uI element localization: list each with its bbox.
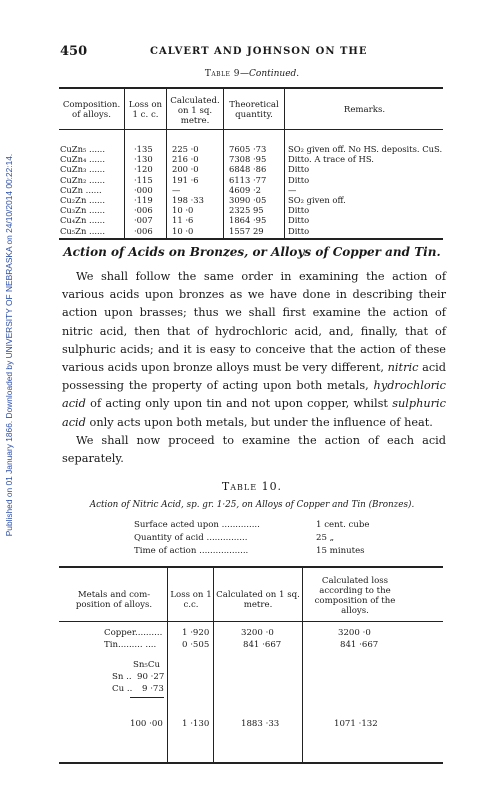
table9-cell-remark: Ditto xyxy=(288,225,310,236)
table9-cell-comp: Cu₅Zn ...... xyxy=(60,225,106,236)
table10-row-calc: 3200 ·0 xyxy=(241,628,274,638)
para1-emph-nitric: nitric xyxy=(387,361,419,375)
table10-header-calculated: Calculated on 1 sq. metre. xyxy=(216,590,300,610)
para1-text-b: acid possessing the property of acting upon both metals, xyxy=(62,361,447,393)
para1-text-c: of acting only upon tin and not upon copper, whilst xyxy=(85,397,393,411)
para1-text-a: We shall follow the same order in examining the action of various acids upon bronzes as we have done in describing their action upon brasses; thus we shall first examine the action of nitric acid, then that of hydrochloric acid, and, finally, that of sulphuric acids; and it is easy to conceive that the action of these various acids upon bronze alloys must be very different, xyxy=(62,270,446,375)
table9-col-divider xyxy=(284,88,285,238)
table10-header-rule xyxy=(59,621,443,622)
table9-cell-calc: 191 ·6 xyxy=(172,174,199,185)
table9-title xyxy=(0,69,504,79)
table9-cell-theo: 4609 ·2 xyxy=(229,184,261,195)
table10-sum-rule xyxy=(130,697,164,698)
running-head: CALVERT AND JOHNSON ON THE xyxy=(150,46,368,57)
table9-title-prefix: Table 9 xyxy=(204,69,241,79)
table9-cell-theo: 6113 ·77 xyxy=(229,174,267,185)
table9-cell-loss: ·006 xyxy=(134,205,153,216)
table10-alloy-value: 90 ·27 xyxy=(137,672,165,682)
table9-cell-comp: Cu₃Zn ...... xyxy=(60,205,106,216)
table9-cell-comp: CuZn₄ ...... xyxy=(60,154,106,165)
condition-time xyxy=(134,546,365,556)
table9-cell-remark: SO₂ given off. xyxy=(288,195,346,205)
condition-surface xyxy=(134,520,370,530)
table9-cell-loss: ·006 xyxy=(134,225,153,236)
table9-cell-calc: 216 ·0 xyxy=(172,154,199,165)
table9-header-theoretical: Theoretical quantity. xyxy=(229,100,279,120)
page-number: 450 xyxy=(60,44,88,59)
table9-col-divider xyxy=(223,88,224,238)
table10-header-calculated-loss: Calculated loss according to the composition of the alloys. xyxy=(314,576,396,616)
table9-cell-theo: 2325 95 xyxy=(229,205,264,216)
table9-cell-loss: ·135 xyxy=(134,144,153,154)
table10-row-calc: 841 ·667 xyxy=(243,640,282,650)
table9-cell-theo: 7605 ·73 xyxy=(229,144,267,154)
table10-row-name: Tin......... .... xyxy=(104,640,157,650)
table9-col-divider xyxy=(124,88,125,238)
condition-quantity xyxy=(134,533,335,543)
table9-cell-loss: ·000 xyxy=(134,184,153,195)
paragraph-1 xyxy=(62,268,446,432)
table9-cell-comp: CuZn₅ ...... xyxy=(60,144,106,154)
table9-cell-loss: ·007 xyxy=(134,215,153,226)
table9-cell-remark: Ditto xyxy=(288,164,310,175)
table10-subtitle: Action of Nitric Acid, sp. gr. 1·25, on Alloys of Copper and Tin (Bronzes). xyxy=(89,500,415,510)
table9-cell-remark: SO₂ given off. No HS. deposits. CuS. xyxy=(288,144,443,154)
table9-cell-loss: ·115 xyxy=(134,174,153,185)
table10-total-comp: 1071 ·132 xyxy=(334,719,378,729)
condition-label: Surface acted upon .............. xyxy=(134,520,260,530)
table10-alloy-formula: Sn₅Cu xyxy=(133,660,160,670)
table9-cell-remark: Ditto xyxy=(288,174,310,185)
table10-row-loss: 0 ·505 xyxy=(182,640,210,650)
para1-text-d: only acts upon both metals, but under the influence of heat. xyxy=(85,415,433,429)
table9-cell-theo: 1557 29 xyxy=(229,225,264,236)
body-text xyxy=(62,268,446,468)
table9-cell-theo: 3090 ·05 xyxy=(229,195,267,205)
table9-cell-calc: 10 ·0 xyxy=(172,225,194,236)
table9-cell-comp: CuZn₃ ...... xyxy=(60,164,106,175)
side-download-note: Published on 01 January 1866. Downloaded by UNIVERSITY OF NEBRASKA on 24/10/2014 00:22:14. xyxy=(4,153,14,537)
para1-emph-sulphuric: sulphuric acid xyxy=(62,397,446,429)
condition-value: 15 minutes xyxy=(316,546,365,556)
table9-header-calculated: Calculated. on 1 sq. metre. xyxy=(170,96,220,126)
table9-cell-comp: CuZn ...... xyxy=(60,184,102,195)
table10-row-name: Copper.......... xyxy=(104,628,163,638)
table9-cell-calc: 198 ·33 xyxy=(172,195,204,205)
table9-cell-theo: 1864 ·95 xyxy=(229,215,267,226)
section-heading: Action of Acids on Bronzes, or Alloys of Copper and Tin. xyxy=(63,245,441,259)
table10-alloy-element: Sn .. xyxy=(112,672,132,682)
table9-bottom-rule xyxy=(59,238,443,240)
table10-total-loss: 1 ·130 xyxy=(182,719,210,729)
table9-cell-calc: 225 ·0 xyxy=(172,144,199,154)
table9-top-rule xyxy=(59,87,443,89)
table9-header-rule xyxy=(59,129,443,130)
table10-alloy-value: 9 ·73 xyxy=(142,684,164,694)
para1-emph-hydrochloric: hydrochloric acid xyxy=(62,379,446,411)
table9-header-composition: Composition. of alloys. xyxy=(62,100,121,120)
table9-cell-comp: Cu₂Zn ...... xyxy=(60,195,106,205)
table9-cell-remark: Ditto xyxy=(288,205,310,216)
table9-cell-comp: Cu₄Zn ...... xyxy=(60,215,106,226)
paragraph-2: We shall now proceed to examine the action of each acid separately. xyxy=(62,433,446,466)
table10-bottom-rule xyxy=(59,762,443,764)
table9-cell-calc: 11 ·6 xyxy=(172,215,194,226)
condition-label: Time of action .................. xyxy=(134,546,249,556)
table9-cell-theo: 6848 ·86 xyxy=(229,164,267,175)
table10-title: Table 10. xyxy=(221,480,283,493)
table9-cell-calc: 200 ·0 xyxy=(172,164,199,175)
table9-col-divider xyxy=(166,88,167,238)
condition-label: Quantity of acid ............... xyxy=(134,533,248,543)
table10-row-comp: 3200 ·0 xyxy=(338,628,371,638)
table9-cell-remark: — xyxy=(288,184,297,195)
condition-value: 25 „ xyxy=(316,533,335,543)
table10-header-loss: Loss on 1 c.c. xyxy=(170,590,212,610)
table10-col-divider xyxy=(302,567,303,762)
table9-title-suffix: —Continued. xyxy=(240,69,300,79)
table9-cell-remark: Ditto xyxy=(288,215,310,226)
table10-header-metals: Metals and com- position of alloys. xyxy=(75,590,153,610)
table10-col-divider xyxy=(167,567,168,762)
table10-row-loss: 1 ·920 xyxy=(182,628,210,638)
table9-cell-loss: ·120 xyxy=(134,164,153,175)
table9-cell-loss: ·119 xyxy=(134,195,153,205)
table10-alloy-element: Cu .. xyxy=(112,684,133,694)
table10-total-sum: 100 ·00 xyxy=(130,719,163,729)
table9-cell-calc: 10 ·0 xyxy=(172,205,194,216)
table10-total-calc: 1883 ·33 xyxy=(241,719,280,729)
table9-header-remarks: Remarks. xyxy=(343,105,386,115)
table10-row-comp: 841 ·667 xyxy=(340,640,379,650)
table9-cell-calc: — xyxy=(172,184,181,195)
table9-cell-comp: CuZn₂ ...... xyxy=(60,174,106,185)
table10-col-divider xyxy=(213,567,214,762)
table9-header-loss: Loss on 1 c. c. xyxy=(128,100,163,120)
condition-value: 1 cent. cube xyxy=(316,520,370,530)
table9-cell-theo: 7308 ·95 xyxy=(229,154,267,165)
table9-cell-loss: ·130 xyxy=(134,154,153,165)
table10-top-rule xyxy=(59,566,443,568)
table9-cell-remark: Ditto. A trace of HS. xyxy=(288,154,374,165)
